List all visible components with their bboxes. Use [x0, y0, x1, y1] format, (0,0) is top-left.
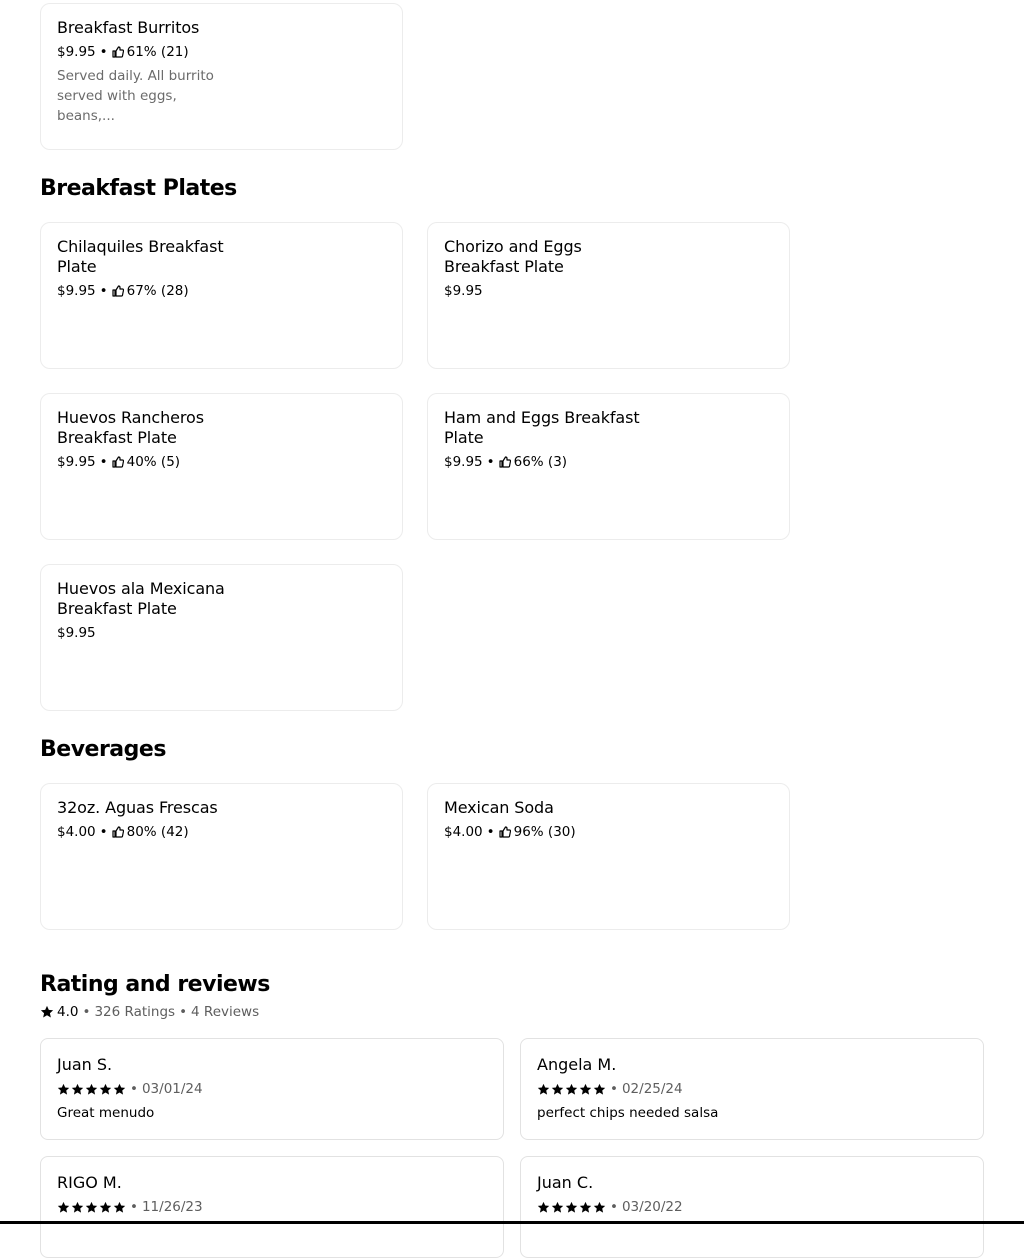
star-rating	[57, 1083, 126, 1096]
star-icon	[551, 1083, 564, 1096]
thumbs-up-icon	[112, 285, 124, 297]
item-name: Chilaquiles Breakfast Plate	[57, 237, 224, 276]
item-meta	[57, 453, 386, 471]
item-meta	[444, 453, 773, 471]
separator-dot: •	[179, 1004, 188, 1020]
separator-dot: •	[130, 1081, 138, 1097]
star-icon	[537, 1083, 550, 1096]
star-rating	[57, 1201, 126, 1214]
separator-dot: •	[99, 824, 108, 840]
item-price: $9.95	[57, 44, 96, 60]
review-meta	[57, 1080, 487, 1098]
star-icon	[565, 1083, 578, 1096]
star-icon	[85, 1083, 98, 1096]
section-title-breakfast-plates: Breakfast Plates	[40, 176, 237, 201]
star-icon	[71, 1201, 84, 1214]
star-icon	[57, 1201, 70, 1214]
section-title-reviews: Rating and reviews	[40, 972, 270, 997]
item-price: $9.95	[444, 454, 483, 470]
star-rating	[537, 1083, 606, 1096]
item-price: $9.95	[57, 283, 96, 299]
menu-item-card[interactable]	[40, 222, 403, 369]
section-title-beverages: Beverages	[40, 737, 166, 762]
menu-item-card[interactable]	[40, 564, 403, 711]
item-rating: 66% (3)	[513, 454, 568, 470]
reviewer-name: Juan S.	[57, 1055, 113, 1074]
menu-item-card[interactable]	[40, 393, 403, 540]
separator-dot: •	[99, 454, 108, 470]
item-meta	[444, 823, 773, 841]
item-price: $9.95	[57, 625, 96, 641]
thumbs-up-icon	[499, 826, 511, 838]
review-meta	[57, 1198, 487, 1216]
thumbs-up-icon	[112, 456, 124, 468]
separator-dot: •	[610, 1081, 618, 1097]
separator-dot: •	[99, 44, 108, 60]
review-card	[520, 1156, 984, 1258]
item-price: $4.00	[444, 824, 483, 840]
review-text: perfect chips needed salsa	[537, 1105, 719, 1121]
separator-dot: •	[610, 1199, 618, 1215]
reviewer-name: RIGO M.	[57, 1173, 122, 1192]
star-icon	[57, 1083, 70, 1096]
item-name: 32oz. Aguas Frescas	[57, 798, 218, 817]
star-rating	[537, 1201, 606, 1214]
star-icon	[579, 1083, 592, 1096]
separator-dot: •	[99, 283, 108, 299]
menu-item-card[interactable]	[427, 783, 790, 930]
menu-item-card[interactable]	[40, 783, 403, 930]
review-text: Great menudo	[57, 1105, 155, 1121]
star-icon	[565, 1201, 578, 1214]
star-icon	[593, 1083, 606, 1096]
item-name: Mexican Soda	[444, 798, 554, 817]
rating-summary	[40, 1003, 259, 1021]
star-icon	[99, 1083, 112, 1096]
separator-dot: •	[486, 824, 495, 840]
review-date: 03/20/22	[621, 1199, 683, 1215]
thumbs-up-icon	[499, 456, 511, 468]
review-meta	[537, 1198, 967, 1216]
thumbs-up-icon	[112, 46, 124, 58]
star-icon	[593, 1201, 606, 1214]
star-icon	[99, 1201, 112, 1214]
item-rating: 96% (30)	[513, 824, 576, 840]
item-rating: 40% (5)	[126, 454, 181, 470]
star-icon	[537, 1201, 550, 1214]
item-rating: 67% (28)	[126, 283, 189, 299]
star-icon	[40, 1005, 54, 1019]
review-card	[40, 1038, 504, 1140]
item-meta	[57, 282, 386, 300]
item-meta	[57, 43, 386, 61]
separator-dot: •	[82, 1004, 91, 1020]
ratings-count: 326 Ratings	[94, 1004, 176, 1020]
star-icon	[113, 1083, 126, 1096]
review-meta	[537, 1080, 967, 1098]
review-card	[40, 1156, 504, 1258]
item-name: Ham and Eggs Breakfast Plate	[444, 408, 640, 447]
item-name: Breakfast Burritos	[57, 18, 200, 37]
menu-item-card[interactable]	[427, 393, 790, 540]
reviews-count: 4 Reviews	[191, 1004, 260, 1020]
rating-score: 4.0	[57, 1004, 79, 1020]
item-price: $9.95	[57, 454, 96, 470]
item-name: Huevos ala Mexicana Breakfast Plate	[57, 579, 225, 618]
menu-item-card[interactable]	[40, 3, 403, 150]
item-rating: 61% (21)	[126, 44, 189, 60]
review-date: 02/25/24	[621, 1081, 683, 1097]
item-name: Chorizo and Eggs Breakfast Plate	[444, 237, 582, 276]
star-icon	[551, 1201, 564, 1214]
star-icon	[71, 1083, 84, 1096]
item-meta	[444, 282, 773, 300]
separator-dot: •	[130, 1199, 138, 1215]
reviewer-name: Juan C.	[537, 1173, 594, 1192]
item-name: Huevos Rancheros Breakfast Plate	[57, 408, 204, 447]
star-icon	[85, 1201, 98, 1214]
thumbs-up-icon	[112, 826, 124, 838]
review-date: 03/01/24	[141, 1081, 203, 1097]
star-icon	[113, 1201, 126, 1214]
item-price: $9.95	[444, 283, 483, 299]
separator-dot: •	[486, 454, 495, 470]
menu-item-card[interactable]	[427, 222, 790, 369]
reviewer-name: Angela M.	[537, 1055, 617, 1074]
item-description: Served daily. All burrito served with eggs, beans,...	[57, 68, 214, 124]
item-price: $4.00	[57, 824, 96, 840]
review-card	[520, 1038, 984, 1140]
item-rating: 80% (42)	[126, 824, 189, 840]
item-meta	[57, 823, 386, 841]
star-icon	[579, 1201, 592, 1214]
item-meta	[57, 624, 386, 642]
review-date: 11/26/23	[141, 1199, 203, 1215]
